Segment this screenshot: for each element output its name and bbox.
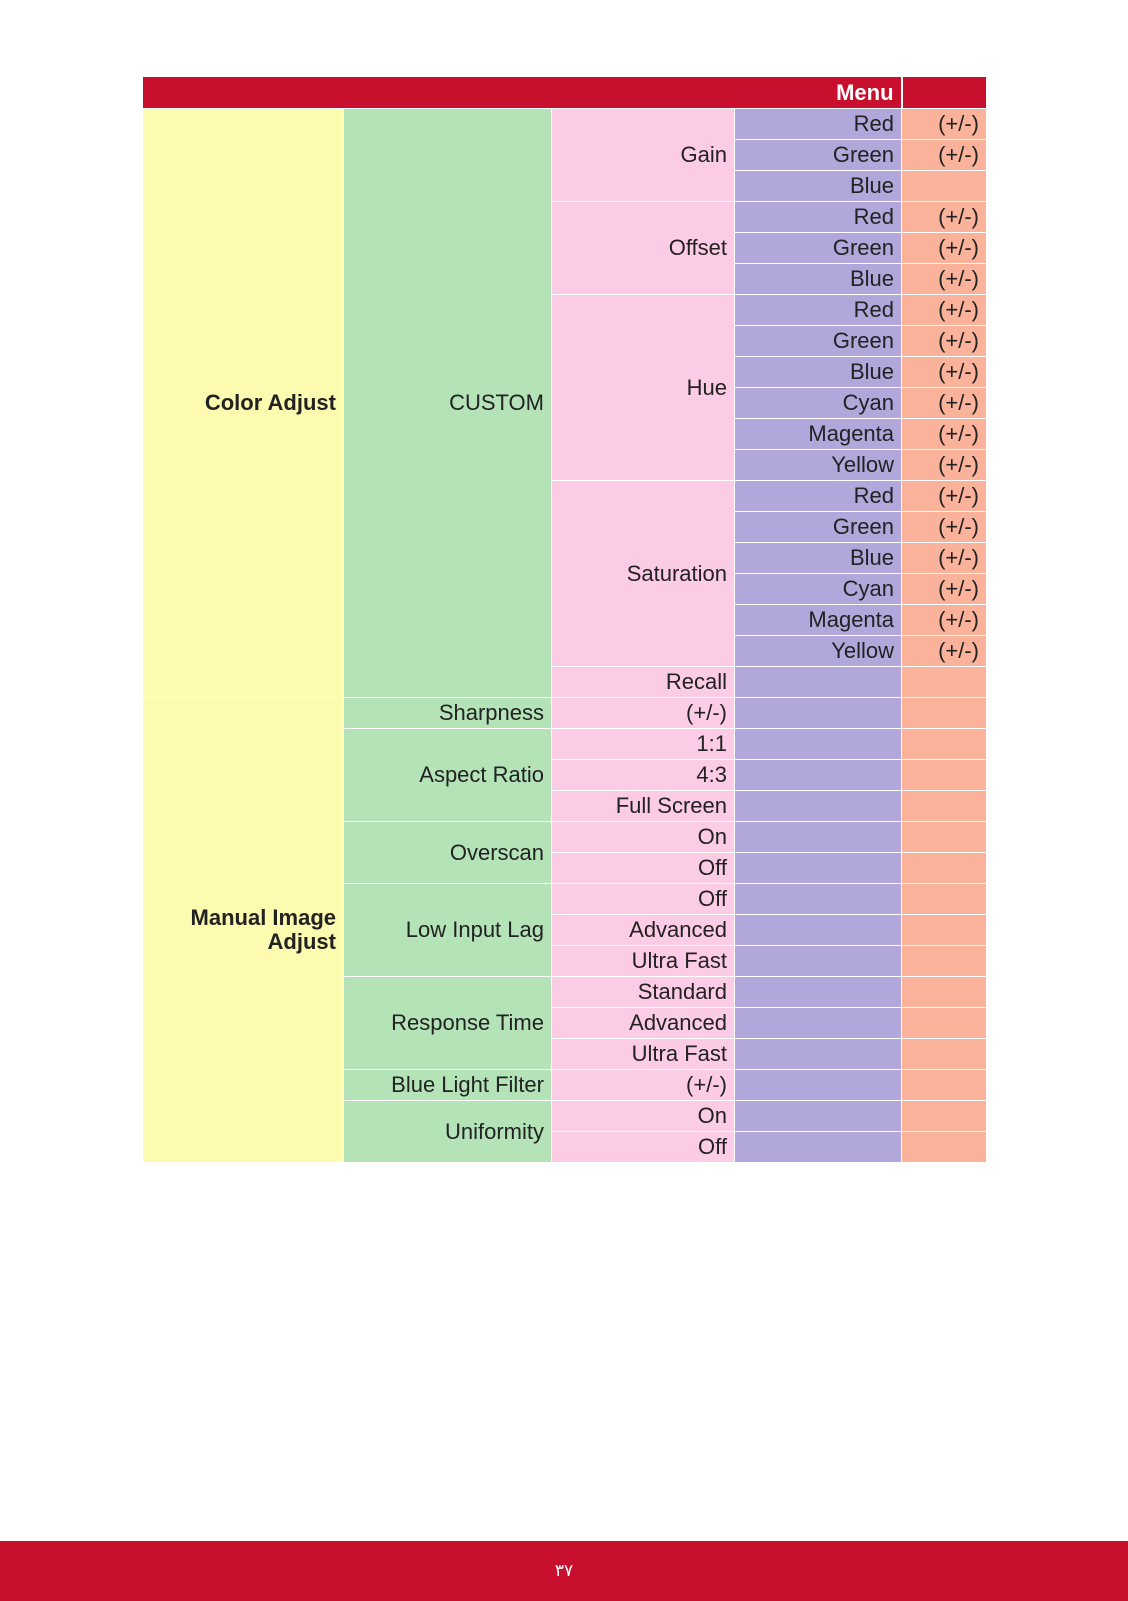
adjust-cell [902,1008,987,1039]
value-cell [735,1008,902,1039]
adjust-cell: (+/-) [902,605,987,636]
adjust-cell [902,822,987,853]
value-cell: Blue [735,357,902,388]
adjust-cell: (+/-) [902,574,987,605]
value-cell: Red [735,295,902,326]
option-cell: (+/-) [552,698,735,729]
adjust-cell [902,1039,987,1070]
option-cell: Off [552,853,735,884]
value-cell: Green [735,233,902,264]
adjust-cell: (+/-) [902,140,987,171]
adjust-cell [902,171,987,202]
adjust-cell [902,1070,987,1101]
adjust-cell: (+/-) [902,233,987,264]
adjust-cell: (+/-) [902,202,987,233]
page-number: ۳۷ [554,1561,574,1581]
adjust-cell [902,667,987,698]
adjust-cell: (+/-) [902,295,987,326]
option-cell: On [552,1101,735,1132]
adjust-cell [902,791,987,822]
value-cell: Red [735,109,902,140]
menu-header-title: Menu [143,77,902,109]
adjust-cell: (+/-) [902,109,987,140]
adjust-cell: (+/-) [902,326,987,357]
adjust-cell: (+/-) [902,357,987,388]
adjust-cell [902,760,987,791]
submenu-custom: CUSTOM [344,109,552,698]
adjust-cell [902,698,987,729]
section-color-adjust: Color Adjust [143,109,344,698]
submenu-overscan: Overscan [344,822,552,884]
option-cell: Advanced [552,1008,735,1039]
value-cell: Green [735,140,902,171]
value-cell [735,791,902,822]
menu-header-row [143,77,987,109]
value-cell: Blue [735,264,902,295]
value-cell: Magenta [735,419,902,450]
option-cell: 1:1 [552,729,735,760]
value-cell [735,946,902,977]
option-gain: Gain [552,109,735,202]
adjust-cell: (+/-) [902,512,987,543]
menu-header-last [902,77,987,109]
option-cell: (+/-) [552,1070,735,1101]
submenu-response-time: Response Time [344,977,552,1070]
section-manual-image-adjust: Manual Image Adjust [143,698,344,1163]
option-offset: Offset [552,202,735,295]
option-cell: Off [552,1132,735,1163]
value-cell [735,853,902,884]
value-cell [735,1070,902,1101]
adjust-cell: (+/-) [902,450,987,481]
table-row [143,698,987,729]
adjust-cell: (+/-) [902,388,987,419]
value-cell [735,667,902,698]
value-cell: Red [735,202,902,233]
option-cell: Off [552,884,735,915]
adjust-cell [902,1101,987,1132]
option-cell: 4:3 [552,760,735,791]
value-cell [735,915,902,946]
submenu-sharpness: Sharpness [344,698,552,729]
option-hue: Hue [552,295,735,481]
value-cell: Magenta [735,605,902,636]
value-cell: Green [735,326,902,357]
adjust-cell: (+/-) [902,636,987,667]
adjust-cell [902,915,987,946]
adjust-cell [902,729,987,760]
value-cell [735,1101,902,1132]
submenu-blue-light-filter: Blue Light Filter [344,1070,552,1101]
value-cell [735,822,902,853]
option-saturation: Saturation [552,481,735,667]
adjust-cell [902,946,987,977]
option-recall: Recall [552,667,735,698]
value-cell: Yellow [735,636,902,667]
value-cell [735,760,902,791]
submenu-aspect-ratio: Aspect Ratio [344,729,552,822]
value-cell: Green [735,512,902,543]
option-cell: On [552,822,735,853]
value-cell: Blue [735,543,902,574]
value-cell: Cyan [735,574,902,605]
value-cell [735,1132,902,1163]
adjust-cell: (+/-) [902,543,987,574]
adjust-cell [902,884,987,915]
value-cell [735,977,902,1008]
menu-table [142,76,987,1163]
value-cell [735,1039,902,1070]
adjust-cell [902,1132,987,1163]
value-cell: Yellow [735,450,902,481]
option-cell: Ultra Fast [552,1039,735,1070]
value-cell: Cyan [735,388,902,419]
adjust-cell [902,853,987,884]
table-row [143,109,987,140]
option-cell: Standard [552,977,735,1008]
value-cell: Red [735,481,902,512]
value-cell: Blue [735,171,902,202]
option-cell: Full Screen [552,791,735,822]
option-cell: Ultra Fast [552,946,735,977]
value-cell [735,884,902,915]
adjust-cell: (+/-) [902,264,987,295]
value-cell [735,698,902,729]
adjust-cell [902,977,987,1008]
adjust-cell: (+/-) [902,481,987,512]
adjust-cell: (+/-) [902,419,987,450]
option-cell: Advanced [552,915,735,946]
submenu-low-input-lag: Low Input Lag [344,884,552,977]
submenu-uniformity: Uniformity [344,1101,552,1163]
value-cell [735,729,902,760]
